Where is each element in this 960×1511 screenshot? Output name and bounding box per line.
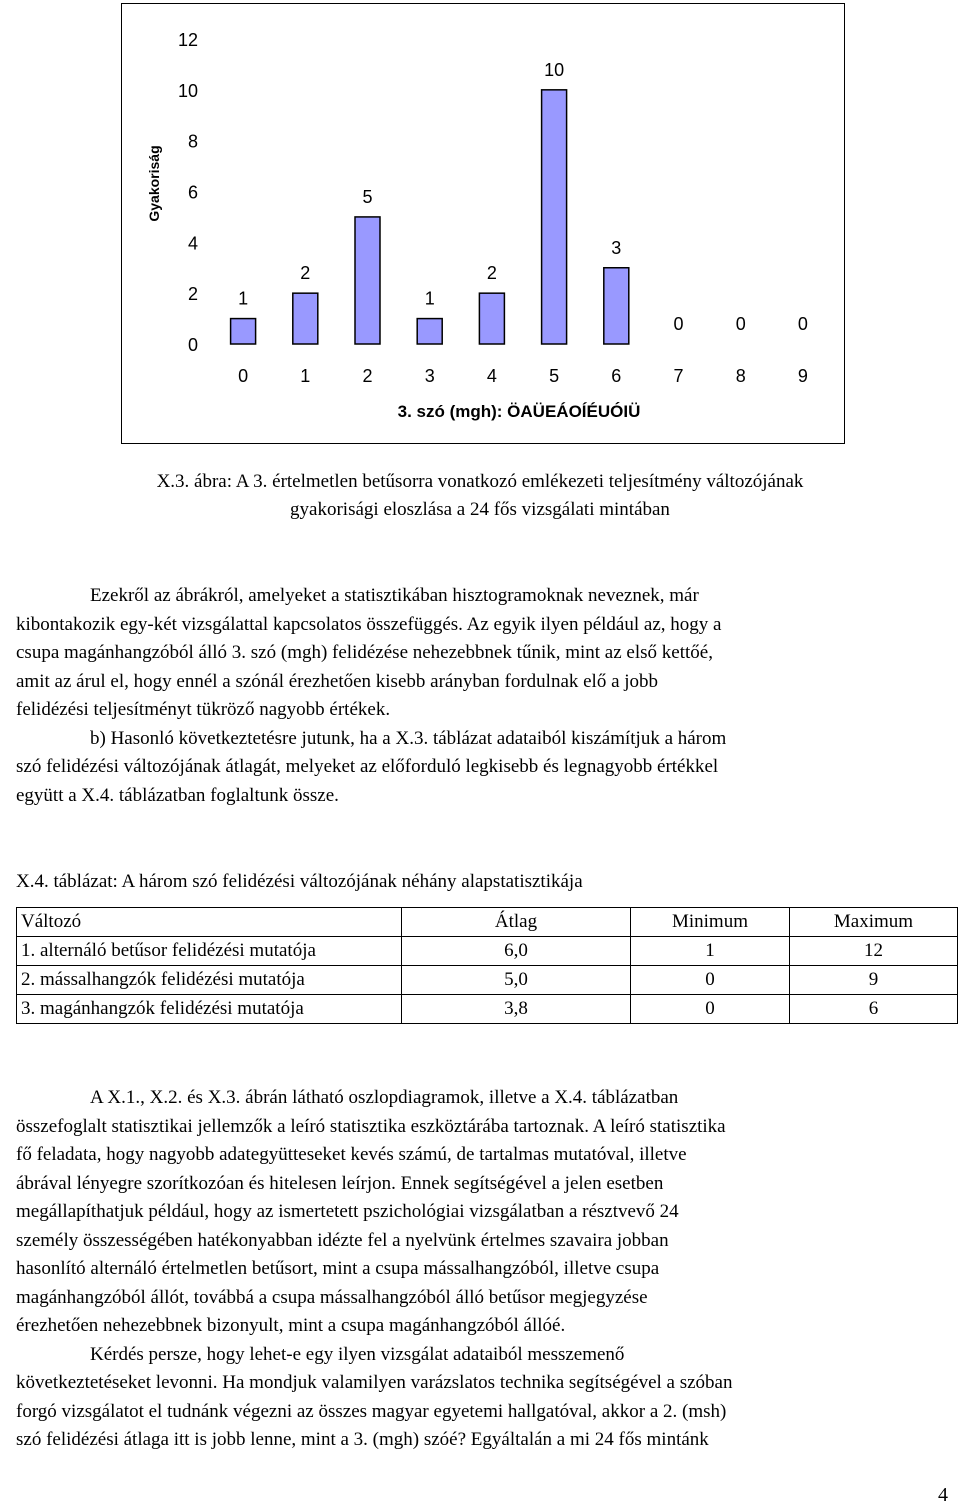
bar [542, 90, 567, 344]
data-label: 1 [238, 288, 249, 309]
data-label: 0 [797, 314, 808, 334]
table-header-cell: Átlag [402, 908, 631, 937]
text-line: személy összességében hatékonyabban idézte fel a nyelvünk értelmes szavaira jobban [16, 1229, 669, 1251]
x-tick-label: 3 [424, 366, 435, 386]
table-cell: 1 [631, 937, 790, 966]
text-line: A X.1., X.2. és X.3. ábrán látható oszlopdiagramok, illetve a X.4. táblázatban [90, 1087, 679, 1108]
data-label: 5 [362, 186, 373, 207]
figure-caption-line: gyakorisági eloszlása a 24 fős vizsgálati mintában [290, 499, 670, 520]
x-tick-label: 4 [486, 366, 497, 386]
y-tick-label: 10 [177, 80, 198, 101]
table-caption: X.4. táblázat: A három szó felidézési változójának néhány alapstatisztikája [16, 871, 583, 892]
data-label: 3 [611, 237, 622, 258]
text-line: Kérdés persze, hogy lehet-e egy ilyen vizsgálat adataiból messzemenő [90, 1343, 625, 1365]
histogram-chart [121, 3, 845, 444]
data-label: 2 [300, 263, 311, 284]
table-header-row [17, 908, 958, 937]
table-header-cell: Maximum [790, 908, 958, 937]
text-line: hasonlító alternáló értelmetlen betűsort, mint a csupa mássalhangzóból, illetve csupa [16, 1258, 660, 1279]
chart-canvas [122, 4, 844, 443]
y-tick-label: 0 [187, 335, 198, 355]
y-axis-label: Gyakoriság [146, 145, 162, 222]
table-cell: 3. magánhangzók felidézési mutatója [17, 995, 402, 1024]
body-paragraph [16, 1084, 940, 1455]
table-cell: 0 [631, 995, 790, 1024]
table-cell: 12 [790, 937, 958, 966]
table-cell: 3,8 [402, 995, 631, 1024]
text-line: magánhangzóból állót, továbbá a csupa mássalhangzóból álló betűsor megjegyzése [16, 1286, 648, 1308]
table-row [17, 937, 958, 966]
bar [355, 217, 380, 344]
y-tick-label: 6 [187, 182, 198, 203]
text-line: fő feladata, hogy nagyobb adategyütteseket kevés számú, de tartalmas mutatóval, illetve [16, 1144, 687, 1165]
table-row [17, 966, 958, 995]
figure-caption-line: X.3. ábra: A 3. értelmetlen betűsorra vonatkozó emlékezeti teljesítmény változójának [156, 471, 804, 492]
x-tick-label: 6 [611, 366, 622, 386]
y-tick-label: 2 [187, 284, 198, 305]
x-tick-label: 9 [797, 366, 808, 386]
table-row [17, 995, 958, 1024]
x-tick-label: 8 [735, 366, 746, 386]
text-line: Ezekről az ábrákról, amelyeket a statisztikában hisztogramoknak neveznek, már [90, 585, 699, 606]
table-cell: 6 [790, 995, 958, 1024]
text-line: együtt a X.4. táblázatban foglaltunk össze. [16, 784, 339, 806]
text-line: szó felidézési átlaga itt is jobb lenne, mint a 3. (mgh) szóé? Egyáltalán a mi 24 fős mintánk [16, 1429, 709, 1450]
x-axis-label: 3. szó (mgh): ÖAÜEÁOÍÉUÓIÜ [397, 402, 641, 421]
table-cell: 1. alternáló betűsor felidézési mutatója [17, 937, 402, 966]
text-line: felidézési teljesítményt tükröző nagyobb értékek. [16, 699, 391, 720]
text-line: ábrával lényegre szorítkozóan és hitelesen leírjon. Ennek segítségével a jelen esetben [16, 1172, 664, 1194]
figure-caption [0, 468, 960, 524]
x-tick-label: 5 [549, 366, 560, 386]
y-tick-label: 4 [187, 233, 198, 254]
text-line: forgó vizsgálatot el tudnánk végezni az összes magyar egyetemi hallgatóval, akkor a 2. (msh) [16, 1400, 727, 1422]
text-line: megállapíthatjuk például, hogy az ismertetett pszichológiai vizsgálatban a résztvevő 24 [16, 1201, 679, 1222]
data-label: 0 [673, 314, 684, 334]
table-header-cell: Minimum [631, 908, 790, 937]
x-tick-label: 7 [673, 366, 684, 386]
page-number: 4 [938, 1484, 948, 1506]
text-line: amit az árul el, hogy ennél a szónál érezhetően kisebb arányban fordulnak elő a jobb [16, 670, 659, 692]
x-tick-label: 0 [238, 366, 249, 386]
bar [293, 293, 318, 344]
y-tick-label: 8 [187, 131, 198, 152]
bar [231, 319, 256, 344]
x-tick-label: 2 [362, 366, 373, 386]
text-line: érezhetően nehezebbnek bizonyult, mint a csupa magánhangzóból állóé. [16, 1315, 566, 1336]
table-header-cell: Változó [17, 908, 402, 937]
data-label: 0 [735, 314, 746, 334]
text-line: csupa magánhangzóból álló 3. szó (mgh) felidézése nehezebbnek tűnik, mint az első kettőé, [16, 642, 713, 663]
text-line: kibontakozik egy-két vizsgálattal kapcsolatos összefüggés. Az egyik ilyen például az, hogy a [16, 613, 722, 635]
bar [417, 319, 442, 344]
table-cell: 0 [631, 966, 790, 995]
table-cell: 2. mássalhangzók felidézési mutatója [17, 966, 402, 995]
table-cell: 5,0 [402, 966, 631, 995]
y-tick-label: 12 [177, 30, 198, 50]
data-label: 2 [486, 263, 497, 284]
data-label: 10 [544, 59, 565, 80]
data-label: 1 [424, 288, 435, 309]
text-line: következtetéseket levonni. Ha mondjuk valamilyen varázslatos technika segítségével a szóban [16, 1372, 733, 1393]
statistics-table [16, 907, 958, 1024]
text-line: b) Hasonló következtetésre jutunk, ha a X.3. táblázat adataiból kiszámítjuk a három [90, 727, 727, 749]
body-paragraph [16, 582, 940, 810]
table-cell: 9 [790, 966, 958, 995]
table-cell: 6,0 [402, 937, 631, 966]
x-tick-label: 1 [300, 366, 311, 386]
bar [479, 293, 504, 344]
text-line: szó felidézési változójának átlagát, melyeket az előforduló legkisebb és legnagyobb értékkel [16, 756, 719, 777]
text-line: összefoglalt statisztikai jellemzők a leíró statisztika eszköztárába tartoznak. A leíró statisztika [16, 1115, 726, 1137]
bar [604, 268, 629, 344]
